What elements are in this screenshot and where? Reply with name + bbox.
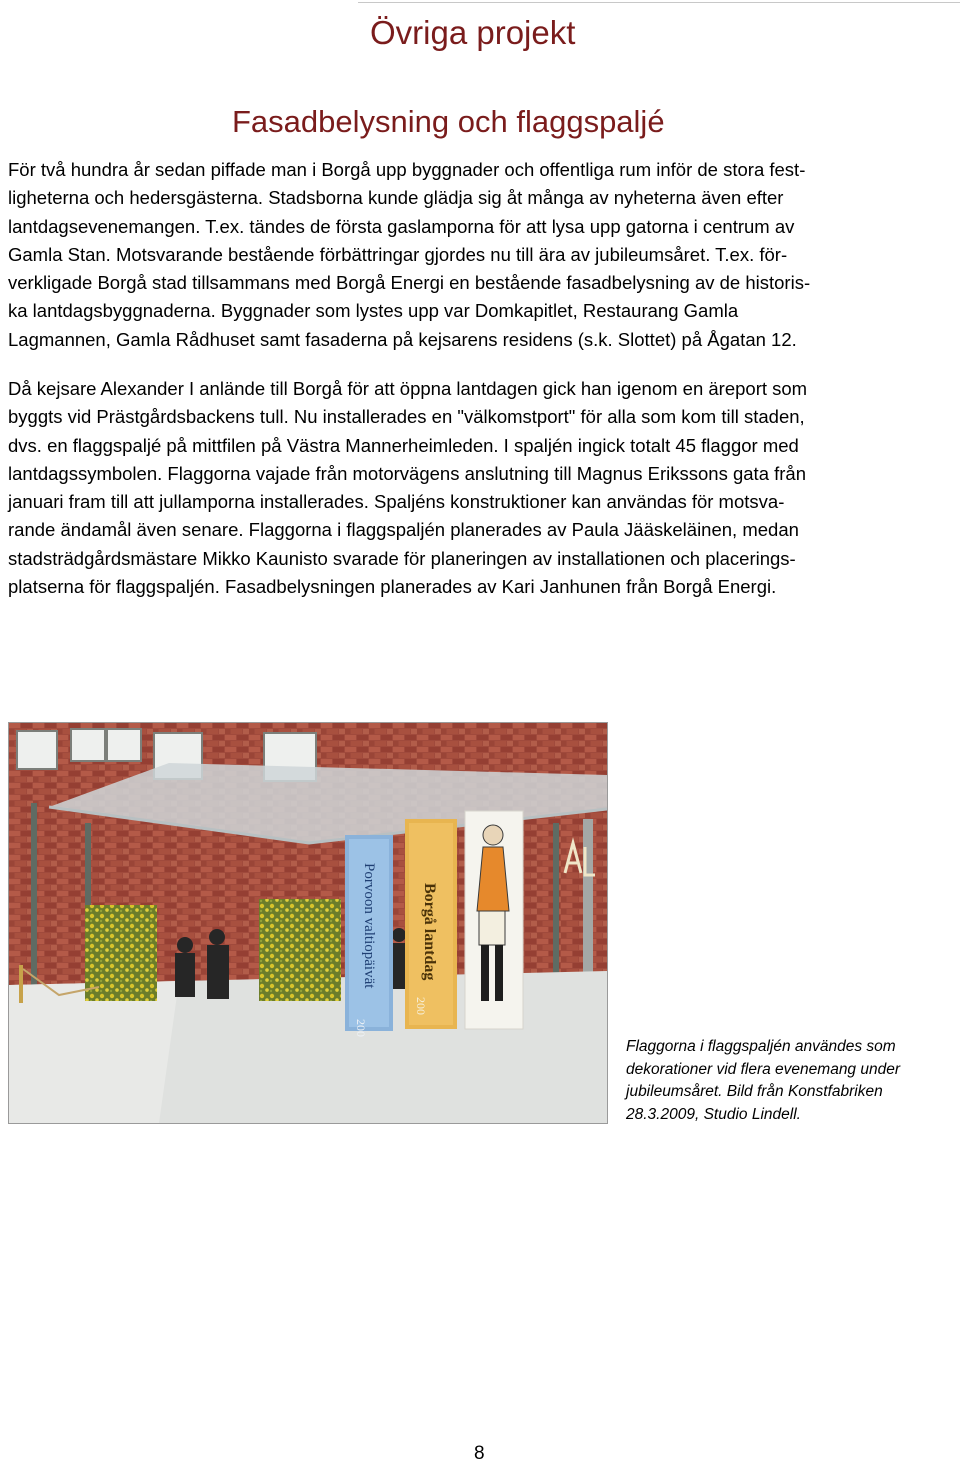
photo-caption bbox=[626, 1036, 946, 1126]
page-number: 8 bbox=[474, 1443, 485, 1464]
top-rule bbox=[358, 2, 960, 3]
caption-line: 28.3.2009, Studio Lindell. bbox=[626, 1105, 801, 1123]
blue-banner bbox=[345, 835, 393, 1037]
emperor-banner bbox=[465, 811, 523, 1029]
paragraph-line: Gamla Stan. Motsvarande bestående förbättringar gjordes nu till ära av jubileumsåret. T.ex. för- bbox=[8, 243, 788, 265]
paragraph-line: lantdagssymbolen. Flaggorna vajade från motorvägens anslutning till Magnus Erikssons gata från bbox=[8, 462, 807, 484]
photo-illustration bbox=[9, 723, 607, 1123]
paragraph-line: ligheterna och hedersgästerna. Stadsborna kunde glädja sig åt många av nyheterna även efter bbox=[8, 187, 784, 209]
paragraph-line: stadsträdgårdsmästare Mikko Kaunisto svarade för planeringen av installationen och placerings- bbox=[8, 547, 796, 569]
paragraph-line: Lagmannen, Gamla Rådhuset samt fasaderna på kejsarens residens (s.k. Slottet) på Ågatan 12. bbox=[8, 328, 797, 350]
caption-line: dekorationer vid flera evenemang under bbox=[626, 1060, 901, 1078]
yellow-banner-number: 200 bbox=[414, 997, 428, 1015]
paragraph-line: dvs. en flaggspaljé på mittfilen på Västra Mannerheimleden. I spaljén ingick totalt 45 flaggor med bbox=[8, 434, 799, 456]
paragraph-line: ka lantdagsbyggnaderna. Byggnader som lystes upp var Domkapitlet, Restaurang Gamla bbox=[8, 300, 739, 322]
paragraph-line: verkligade Borgå stad tillsammans med Borgå Energi en bestående fasadbelysning av de historis- bbox=[8, 272, 811, 294]
paragraph-line: januari fram till att jullamporna installerades. Spaljéns konstruktioner kan användas för motsva- bbox=[8, 491, 785, 513]
paragraph-line: För två hundra år sedan piffade man i Borgå upp byggnader och offentliga rum inför de stora fest- bbox=[8, 159, 806, 180]
caption-line: jubileumsåret. Bild från Konstfabriken bbox=[626, 1083, 883, 1100]
yellow-banner bbox=[405, 819, 457, 1029]
paragraph-line: byggts vid Prästgårdsbackens tull. Nu installerades en "välkomstport" för alla som kom till staden, bbox=[8, 406, 805, 428]
flag-trellis-photo bbox=[8, 722, 608, 1124]
paragraph-line: lantdagsevenemangen. T.ex. tändes de första gaslamporna för att lysa upp gatorna i centrum av bbox=[8, 215, 795, 237]
article-title: Fasadbelysning och flaggspaljé bbox=[232, 104, 665, 139]
yellow-banner-text: Borgå lantdag bbox=[421, 883, 438, 981]
section-title: Övriga projekt bbox=[370, 14, 576, 51]
caption-line: Flaggorna i flaggspaljén användes som bbox=[626, 1038, 896, 1055]
paragraph-line: platserna för flaggspaljén. Fasadbelysningen planerades av Kari Janhunen från Borgå Energi. bbox=[8, 576, 777, 598]
blue-banner-text: Porvoon valtiopäivät bbox=[361, 863, 377, 989]
paragraph-1 bbox=[8, 156, 954, 354]
blue-banner-number: 200 bbox=[354, 1019, 368, 1037]
paragraph-2 bbox=[8, 375, 954, 601]
paragraph-line: rande ändamål även senare. Flaggorna i flaggspaljén planerades av Paula Jääskeläinen, medan bbox=[8, 519, 799, 541]
paragraph-line: Då kejsare Alexander I anlände till Borgå för att öppna lantdagen gick han igenom en äreport som bbox=[8, 378, 808, 399]
